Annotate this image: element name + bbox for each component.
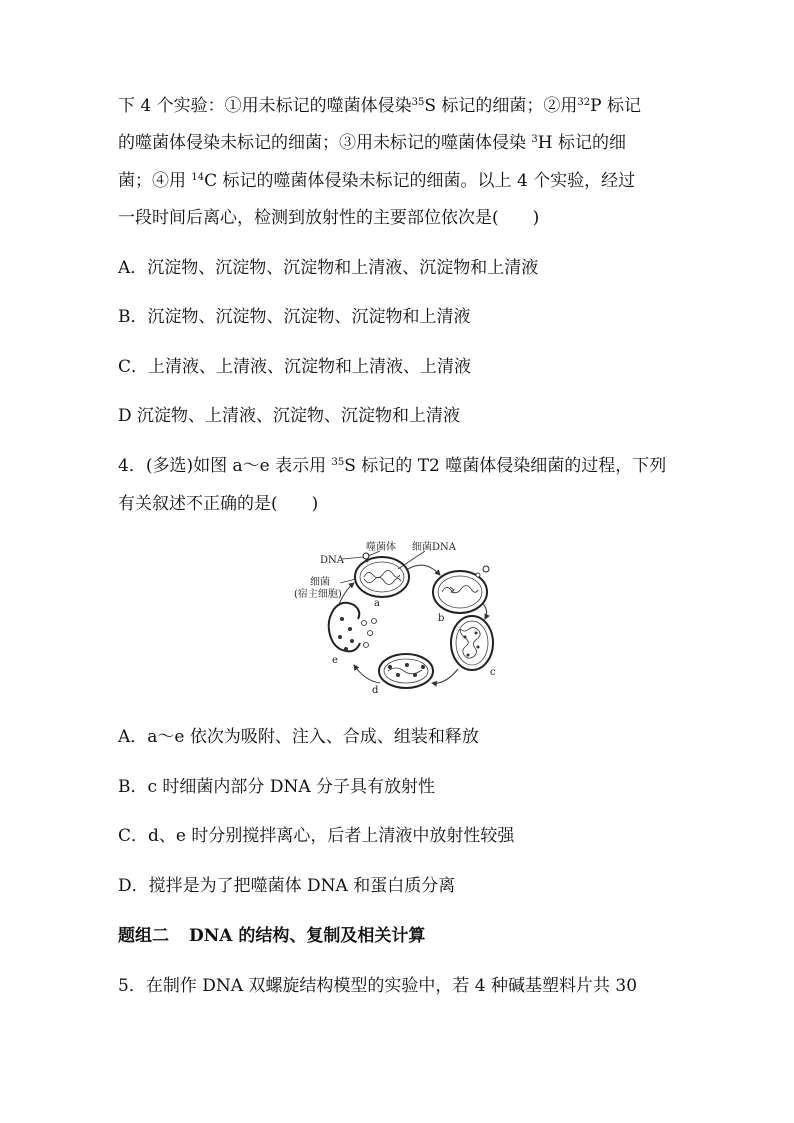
q3-intro-line-1: 下 4 个实验：①用未标记的噬菌体侵染$^{35}$S 标记的细菌；②用$^{32}$P 标记 — [118, 96, 641, 116]
q5-stem-line-1: 5．在制作 DNA 双螺旋结构模型的实验中，若 4 种碱基塑料片共 30 — [118, 976, 638, 996]
section-heading — [118, 925, 425, 947]
q4-option-b: B．c 时细菌内部分 DNA 分子具有放射性 — [118, 777, 436, 797]
stage-label-d: d — [372, 685, 379, 696]
cell-d — [379, 654, 433, 688]
q3-option-c: C．上清液、上清液、沉淀物和上清液、上清液 — [118, 357, 472, 377]
cell-b — [433, 566, 489, 613]
dna-leader-line — [342, 557, 364, 559]
q3-option-a: A．沉淀物、沉淀物、沉淀物和上清液、沉淀物和上清液 — [118, 258, 539, 278]
label-bacterial-dna: 细菌DNA — [412, 542, 456, 553]
cell-a — [355, 553, 409, 597]
q3-intro-line-3: 菌；④用 $^{14}$C 标记的噬菌体侵染未标记的细菌。以上 4 个实验，经过 — [118, 171, 636, 191]
stage-label-c: c — [490, 667, 496, 678]
q3-intro-line-4: 一段时间后离心，检测到放射性的主要部位依次是( ) — [118, 208, 540, 228]
label-phage: 噬菌体 — [366, 542, 396, 553]
cell-e — [329, 603, 377, 652]
stage-label-a: a — [374, 598, 380, 609]
q3-option-d: D 沉淀物、上清液、沉淀物、沉淀物和上清液 — [118, 406, 461, 426]
q4-option-a: A．a～e 依次为吸附、注入、合成、组装和释放 — [118, 727, 479, 747]
q4-stem-line-1: 4．(多选)如图 a～e 表示用 $^{35}$S 标记的 T2 噬菌体侵染细菌的过程，下列 — [118, 456, 667, 476]
phage-infection-cycle-figure — [280, 537, 520, 700]
arrow-a-to-b — [408, 565, 440, 575]
stage-label-e: e — [332, 655, 338, 666]
arrow-d-to-e — [354, 665, 380, 683]
section-title: DNA 的结构、复制及相关计算 — [189, 926, 426, 946]
label-dna: DNA — [320, 555, 344, 566]
label-host-cell: (宿主细胞) — [294, 589, 342, 600]
arrow-c-to-d — [432, 669, 458, 683]
q4-option-d: D．搅拌是为了把噬菌体 DNA 和蛋白质分离 — [118, 876, 456, 896]
bacterium-leader-line — [340, 579, 356, 583]
stage-label-b: b — [438, 613, 445, 624]
q3-intro-line-2: 的噬菌体侵染未标记的细菌；③用未标记的噬菌体侵染 $^3$H 标记的细 — [118, 133, 627, 153]
cell-c — [451, 616, 493, 670]
bacterial-dna-leader-line — [398, 551, 425, 569]
label-bacterium: 细菌 — [310, 577, 330, 588]
q4-stem-line-2: 有关叙述不正确的是( ) — [118, 494, 319, 514]
q4-option-c: C．d、e 时分别搅拌离心，后者上清液中放射性较强 — [118, 826, 515, 846]
section-label: 题组二 — [118, 926, 169, 946]
q3-option-b: B．沉淀物、沉淀物、沉淀物、沉淀物和上清液 — [118, 307, 471, 327]
